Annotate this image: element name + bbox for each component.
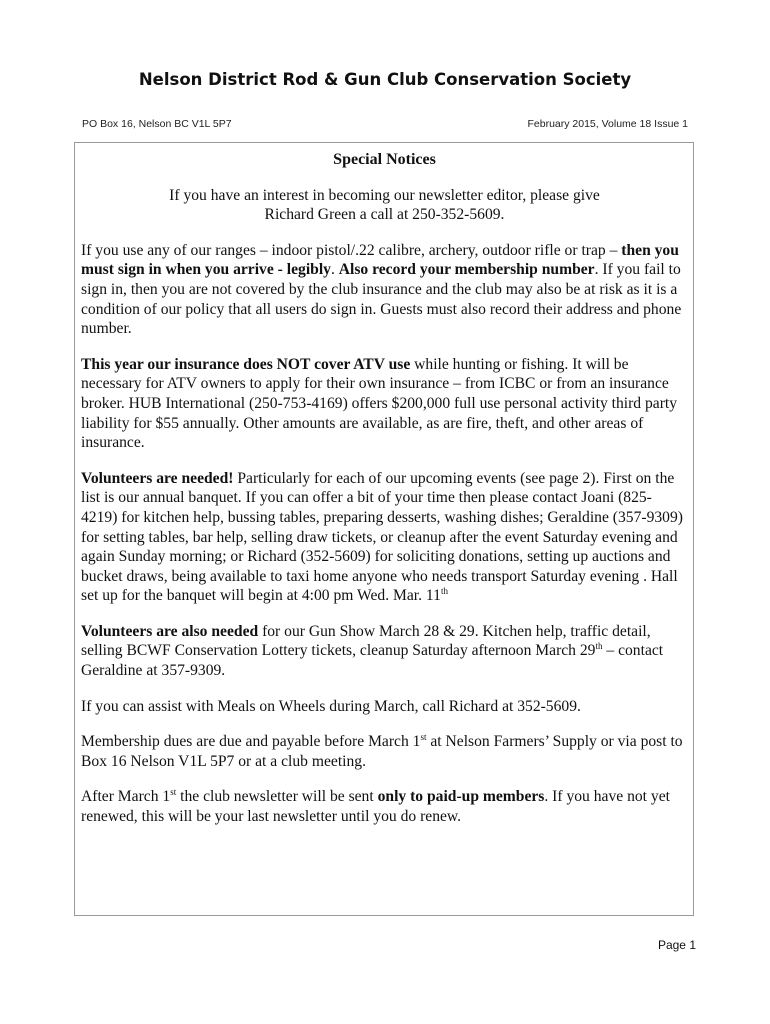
editor-line-1: If you have an interest in becoming our newsletter editor, please give (169, 186, 600, 204)
atv-notice (81, 355, 688, 453)
ranges-membership-emphasis: Also record your membership number (338, 261, 595, 279)
volunteers-superscript: th (440, 586, 448, 597)
special-notices-box (74, 142, 694, 916)
ranges-text-b: . (330, 261, 339, 279)
volunteers-notice (81, 469, 688, 606)
ranges-notice (81, 241, 688, 339)
renewal-text-b: the club newsletter will be sent (176, 788, 378, 806)
dues-text-b: at Nelson Farmers’ Supply or via post to Box 16 Nelson V1L 5P7 or at a club meeting. (81, 733, 683, 770)
ranges-sign-in-emphasis: then you must sign in when you arrive - legibly (81, 241, 679, 279)
gun-show-text: for our Gun Show March 28 & 29. Kitchen help, traffic detail, selling BCWF Conservation Lottery tickets, cleanup Saturday afternoon March 29 (81, 622, 651, 660)
gun-show-emphasis: Volunteers are also needed (81, 622, 259, 640)
club-address: PO Box 16, Nelson BC V1L 5P7 (82, 118, 232, 130)
atv-text: while hunting or fishing. It will be necessary for ATV owners to apply for their own insurance – from ICBC or from an insurance broker. HUB International (250-753-4169) offers $200,000 full use personal activity third party liability for $55 annually. Other amounts are available, as are fire, theft, and other areas of insurance. (81, 355, 678, 452)
dues-notice (81, 732, 688, 771)
renewal-superscript: st (170, 787, 177, 798)
gun-show-text-2: – contact Geraldine at 357-9309. (81, 642, 664, 680)
editor-notice (81, 186, 688, 225)
meals-notice: If you can assist with Meals on Wheels during March, call Richard at 352-5609. (81, 697, 581, 715)
notices-content (81, 143, 688, 827)
ranges-text-c: . If you fail to sign in, then you are not covered by the club insurance and the club may also be at risk as it is a condition of our policy that all users do sign in. Guests must also record their address and phone number. (81, 261, 682, 338)
volunteers-text: Particularly for each of our upcoming events (see page 2). First on the list is our annual banquet. If you can offer a bit of your time then please contact Joani (825-4219) for kitchen help, bussing tables, preparing desserts, washing dishes; Geraldine (357-9309) for setting tables, bar help, selling draw tickets, or cleanup after the event Saturday evening and again Sunday morning; or Richard (352-5609) for soliciting donations, setting up auctions and bucket draws, being available to taxi home anyone who needs transport Saturday evening . Hall set up for the banquet will begin at 4:00 pm Wed. Mar. 11 (81, 469, 683, 605)
gun-show-notice (81, 622, 688, 681)
renewal-notice (81, 787, 688, 826)
renewal-emphasis: only to paid-up members (377, 788, 545, 806)
volunteers-emphasis: Volunteers are needed! (81, 469, 234, 487)
editor-line-2: Richard Green a call at 250-352-5609. (264, 206, 505, 224)
issue-info: February 2015, Volume 18 Issue 1 (527, 118, 688, 130)
dues-text-a: Membership dues are due and payable before March 1 (81, 733, 421, 751)
page-number: Page 1 (657, 938, 696, 952)
renewal-text-c: . If you have not yet renewed, this will be your last newsletter until you do renew. (81, 788, 670, 826)
notices-heading: Special Notices (333, 151, 436, 168)
newsletter-title: Nelson District Rod & Gun Club Conservation Society (138, 70, 632, 89)
ranges-text-a: If you use any of our ranges – indoor pistol/.22 calibre, archery, outdoor rifle or trap – (81, 241, 622, 259)
dues-superscript: st (420, 732, 427, 743)
renewal-text-a: After March 1 (81, 788, 171, 806)
atv-emphasis: This year our insurance does NOT cover ATV use (81, 355, 411, 373)
gun-show-superscript: th (595, 641, 603, 652)
